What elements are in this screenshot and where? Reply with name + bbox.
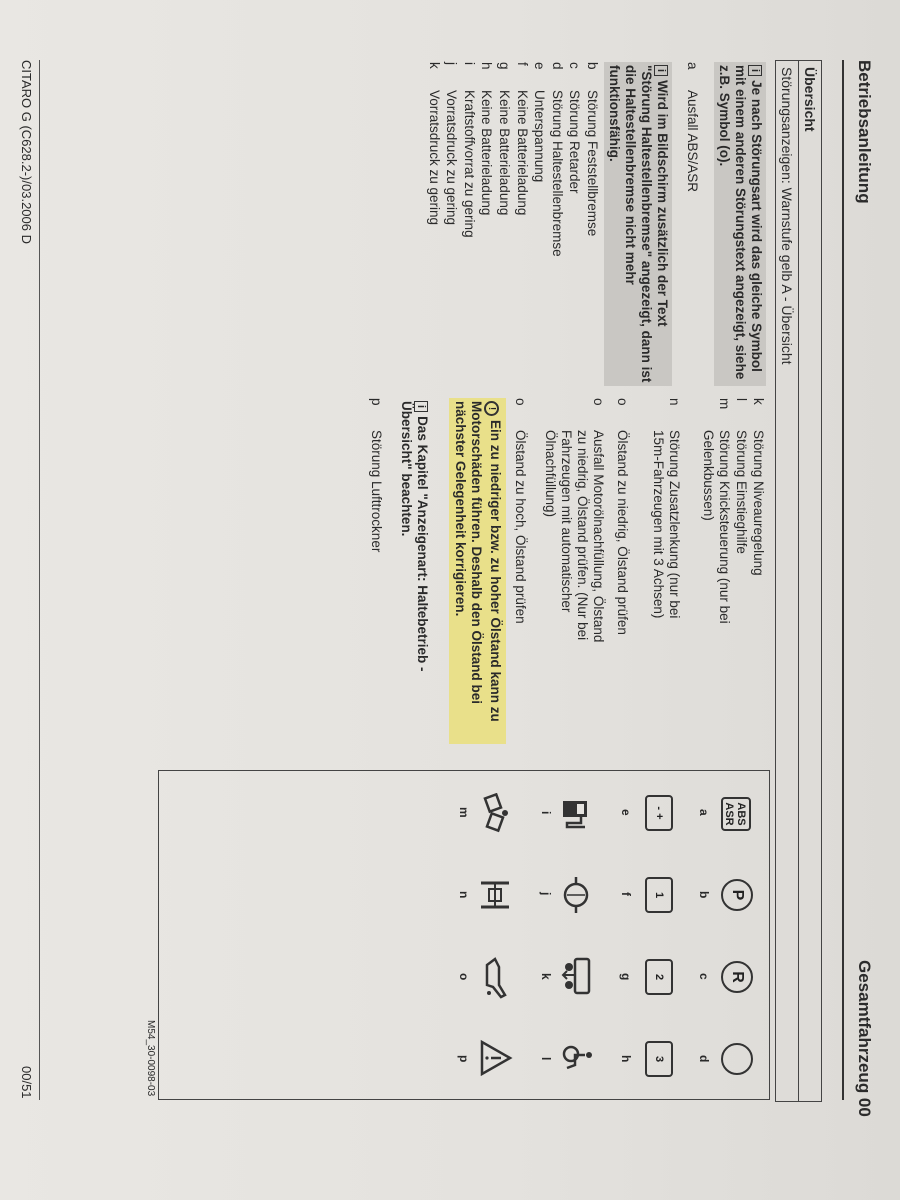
item-text-a: Ausfall ABS/ASR <box>685 90 700 193</box>
item-letter-o1: o <box>615 398 630 406</box>
item-text-c: Störung Retarder <box>567 90 583 194</box>
item-letter-j: j <box>444 62 460 65</box>
fig-label-g: g <box>619 973 633 981</box>
item-letter-n: n <box>667 398 682 406</box>
item-text-m <box>700 430 732 624</box>
item-text-d: Störung Haltestellenbremse <box>549 90 565 257</box>
item-text-p: Störung Lufttrockner <box>369 430 384 553</box>
item-text-k2: Störung Niveauregelung <box>751 430 766 576</box>
item-text-o2-line1: Ausfall Motorölnachfüllung, Ölstand <box>591 430 606 643</box>
item-text-o2-line4: Ölnachfüllung) <box>543 430 558 518</box>
fig-label-l: l <box>539 1057 553 1061</box>
footer-edition: CITARO G (C628.2-)/03.2006 D <box>19 60 34 244</box>
item-letter-o3: o <box>513 398 528 406</box>
articulation-icon <box>477 793 513 833</box>
item-letter-k2: k <box>751 398 766 405</box>
item-letter-e: e <box>532 62 548 70</box>
bus-stop-brake-icon <box>721 1043 753 1075</box>
level-control-icon <box>561 955 593 999</box>
item-text-n <box>650 430 682 618</box>
item-letter-b: b <box>585 62 600 70</box>
section-subtitle-box <box>775 60 799 1102</box>
additional-steering-icon <box>479 875 511 915</box>
fig-label-k: k <box>539 973 553 980</box>
battery-minus-plus-icon: - + <box>645 795 673 831</box>
info-note-brake-text: Wird im Bildschirm zusätzlich der Text "Störung Haltestellenbremse" angezeigt, dann ist die Haltestellenbremse nicht mehr funktionsfähig. <box>607 65 670 383</box>
symbol-figure <box>158 770 770 1100</box>
asr-label: ASR <box>723 802 735 826</box>
section-title-box <box>798 60 822 1102</box>
section-subtitle: Störungsanzeigen: Warnstufe gelb A - Übersicht <box>779 67 795 365</box>
battery-2-number: 2 <box>653 973 665 981</box>
wheelchair-icon <box>561 1041 593 1075</box>
warning-note <box>449 398 506 744</box>
item-text-o1: Ölstand zu niedrig, Ölstand prüfen <box>615 430 630 635</box>
info-icon: i <box>414 401 428 412</box>
battery-2-icon <box>645 959 673 995</box>
item-letter-c: c <box>567 62 583 69</box>
fig-label-a: a <box>697 809 711 816</box>
item-text-o3: Ölstand zu hoch, Ölstand prüfen <box>513 430 528 624</box>
item-letter-a: a <box>685 62 700 70</box>
footer-rule <box>39 60 40 1100</box>
warning-icon: ! <box>484 401 499 416</box>
chapter-title: Gesamtfahrzeug 00 <box>855 960 874 1117</box>
fig-label-h: h <box>619 1055 633 1063</box>
item-text-h: Keine Batterieladung <box>479 90 495 216</box>
item-text-o2-line2: zu niedrig, Ölstand prüfen. (Nur bei <box>575 430 590 641</box>
item-letter-o2: o <box>591 398 606 406</box>
abs-label: ABS <box>735 802 747 826</box>
item-letter-p: p <box>369 398 384 406</box>
item-text-k: Vorratsdruck zu gering <box>426 90 442 226</box>
parking-brake-icon <box>721 879 753 911</box>
retarder-letter: R <box>729 971 746 983</box>
battery-3-icon <box>645 1041 673 1077</box>
fig-label-c: c <box>697 973 711 980</box>
item-letter-i: i <box>461 62 477 65</box>
fig-label-j: j <box>539 892 553 896</box>
info-note-text: Je nach Störungsart wird das gleiche Symbol mit einem anderen Störungstext angezeigt, siehe z.B. Symbol (o). <box>717 65 764 380</box>
item-text-m-line2: Gelenkbussen) <box>701 430 716 521</box>
item-text-f: Keine Batterieladung <box>514 90 530 216</box>
item-letter-m: m <box>717 398 732 410</box>
item-text-i: Kraftstoffvorrat zu gering <box>461 90 477 238</box>
header-rule <box>842 60 844 1100</box>
fuel-pump-icon <box>561 797 593 831</box>
item-text-g: Keine Batterieladung <box>497 90 512 216</box>
info-note-chapter-text: Das Kapitel "Anzeigenart: Haltebetrieb - Übersicht" beachten. <box>399 401 430 672</box>
battery-1-number: 1 <box>653 891 665 899</box>
doc-title: Betriebsanleitung <box>855 60 874 204</box>
fig-label-o: o <box>457 973 471 981</box>
parking-brake-letter: P <box>729 889 746 901</box>
page-number: 00/51 <box>19 1066 34 1099</box>
fig-label-f: f <box>619 892 633 896</box>
item-text-m-line1: Störung Knicksteuerung (nur bei <box>717 430 732 624</box>
info-note-chapter <box>396 398 432 744</box>
retarder-icon <box>721 961 753 993</box>
fig-label-d: d <box>697 1055 711 1063</box>
item-text-o2-line3: Fahrzeugen mit automatischer <box>559 430 574 613</box>
battery-3-number: 3 <box>653 1055 665 1063</box>
item-text-o2 <box>542 430 606 642</box>
warning-triangle-icon <box>479 1039 513 1077</box>
item-letter-f: f <box>514 62 530 66</box>
fig-label-e: e <box>619 809 633 816</box>
item-text-l: Störung Einstieghilfe <box>734 430 749 554</box>
info-note-brake <box>604 62 672 386</box>
item-letter-l: l <box>734 398 749 401</box>
info-icon: i <box>748 65 762 76</box>
item-letter-k: k <box>426 62 442 69</box>
fig-label-b: b <box>697 891 711 899</box>
item-text-e: Unterspannung <box>532 90 548 183</box>
abs-asr-icon <box>721 797 751 831</box>
fig-label-m: m <box>457 807 471 818</box>
item-letter-g: g <box>497 62 512 70</box>
battery-1-icon <box>645 877 673 913</box>
oil-can-icon <box>481 955 509 999</box>
fig-label-i: i <box>539 811 553 815</box>
item-text-j: Vorratsdruck zu gering <box>444 90 460 226</box>
info-note-symbol <box>714 62 766 386</box>
figure-reference: M54_30-0098-03 <box>145 1020 156 1097</box>
item-text-b: Störung Feststellbremse <box>585 90 600 237</box>
fig-label-n: n <box>457 891 471 899</box>
info-icon: i <box>654 65 668 76</box>
section-title: Übersicht <box>802 67 818 132</box>
pressure-gauge-icon <box>561 875 591 915</box>
item-text-n-line2: 15m-Fahrzeugen mit 3 Achsen) <box>651 430 666 619</box>
item-letter-d: d <box>549 62 565 70</box>
fig-label-p: p <box>457 1055 471 1063</box>
item-text-n-line1: Störung Zusatzlenkung (nur bei <box>667 430 682 619</box>
warning-note-text: Ein zu niedriger bzw. zu hoher Ölstand kann zu Motorschäden führen. Deshalb den Ölstand bei nächster Gelegenheit korrigieren. <box>453 401 503 722</box>
item-letter-h: h <box>479 62 495 70</box>
